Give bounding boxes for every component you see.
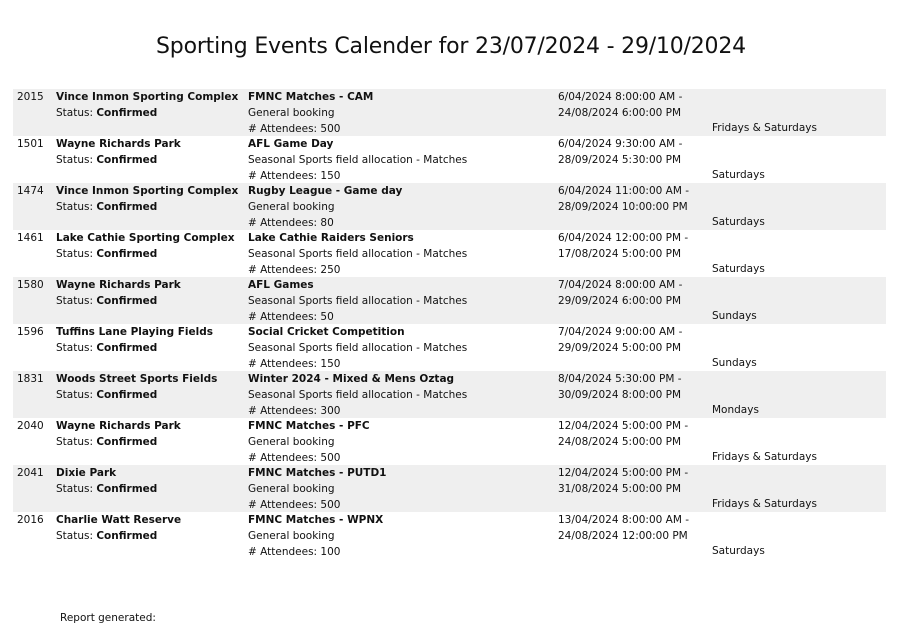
start-datetime: 6/04/2024 12:00:00 PM -	[558, 232, 689, 244]
attendees-label: # Attendees:	[248, 546, 318, 558]
attendees-label: # Attendees:	[248, 311, 318, 323]
booking-id: 1831	[17, 373, 44, 385]
event-row	[13, 277, 886, 324]
venue-name: Woods Street Sports Fields	[56, 373, 218, 385]
status-value: Confirmed	[96, 201, 158, 213]
attendees-line	[248, 262, 467, 278]
event-name: FMNC Matches - CAM	[248, 91, 374, 103]
booking-type: General booking	[248, 201, 335, 213]
booking-type: Seasonal Sports field allocation - Matches	[248, 248, 468, 260]
end-datetime: 29/09/2024 5:00:00 PM	[558, 342, 682, 354]
event-cell	[248, 418, 370, 466]
status-label: Status:	[56, 107, 93, 119]
status-value: Confirmed	[96, 436, 158, 448]
attendees-line	[248, 450, 370, 466]
event-row	[13, 89, 886, 136]
status-line	[56, 528, 181, 544]
venue-cell	[56, 277, 181, 309]
attendees-line	[248, 356, 467, 372]
venue-name: Wayne Richards Park	[56, 420, 181, 432]
dates-cell	[558, 230, 688, 262]
venue-cell	[56, 418, 181, 450]
attendees-label: # Attendees:	[248, 499, 318, 511]
end-datetime: 30/09/2024 8:00:00 PM	[558, 389, 682, 401]
dates-cell	[558, 136, 682, 168]
attendees-value: 500	[320, 499, 341, 511]
start-datetime: 7/04/2024 8:00:00 AM -	[558, 279, 683, 291]
booking-type: Seasonal Sports field allocation - Matches	[248, 154, 468, 166]
attendees-value: 500	[320, 452, 341, 464]
end-datetime: 24/08/2024 5:00:00 PM	[558, 436, 682, 448]
status-line	[56, 246, 235, 262]
booking-id: 1474	[17, 185, 44, 197]
event-cell	[248, 277, 467, 325]
attendees-label: # Attendees:	[248, 264, 318, 276]
status-label: Status:	[56, 201, 93, 213]
booking-id: 2016	[17, 514, 44, 526]
days-of-week: Mondays	[712, 404, 759, 416]
days-of-week: Fridays & Saturdays	[712, 451, 817, 463]
attendees-value: 100	[320, 546, 341, 558]
venue-cell	[56, 89, 238, 121]
attendees-label: # Attendees:	[248, 170, 318, 182]
booking-type: Seasonal Sports field allocation - Matches	[248, 295, 468, 307]
booking-type: General booking	[248, 107, 335, 119]
attendees-line	[248, 121, 373, 137]
attendees-line	[248, 544, 383, 560]
event-cell	[248, 324, 467, 372]
end-datetime: 24/08/2024 12:00:00 PM	[558, 530, 688, 542]
venue-cell	[56, 136, 181, 168]
end-datetime: 28/09/2024 10:00:00 PM	[558, 201, 688, 213]
dates-cell	[558, 324, 682, 356]
dates-cell	[558, 418, 688, 450]
days-of-week: Sundays	[712, 357, 757, 369]
venue-name: Vince Inmon Sporting Complex	[56, 185, 239, 197]
venue-cell	[56, 465, 157, 497]
event-row	[13, 324, 886, 371]
event-row	[13, 183, 886, 230]
start-datetime: 8/04/2024 5:30:00 PM -	[558, 373, 682, 385]
attendees-value: 250	[320, 264, 341, 276]
attendees-value: 150	[320, 358, 341, 370]
event-row	[13, 136, 886, 183]
attendees-label: # Attendees:	[248, 452, 318, 464]
event-name: FMNC Matches - WPNX	[248, 514, 384, 526]
dates-cell	[558, 183, 689, 215]
event-cell	[248, 183, 402, 231]
booking-id: 2041	[17, 467, 44, 479]
status-value: Confirmed	[96, 154, 158, 166]
start-datetime: 6/04/2024 8:00:00 AM -	[558, 91, 683, 103]
venue-name: Dixie Park	[56, 467, 117, 479]
status-line	[56, 340, 213, 356]
status-line	[56, 293, 181, 309]
end-datetime: 17/08/2024 5:00:00 PM	[558, 248, 682, 260]
status-value: Confirmed	[96, 342, 158, 354]
attendees-value: 50	[320, 311, 334, 323]
venue-cell	[56, 230, 235, 262]
booking-id: 2015	[17, 91, 44, 103]
days-of-week: Saturdays	[712, 216, 765, 228]
dates-cell	[558, 465, 688, 497]
days-of-week: Saturdays	[712, 263, 765, 275]
status-line	[56, 199, 238, 215]
status-line	[56, 434, 181, 450]
status-label: Status:	[56, 436, 93, 448]
venue-name: Wayne Richards Park	[56, 279, 181, 291]
event-name: FMNC Matches - PFC	[248, 420, 370, 432]
event-name: Social Cricket Competition	[248, 326, 405, 338]
booking-id: 1596	[17, 326, 44, 338]
booking-id: 1501	[17, 138, 44, 150]
attendees-value: 150	[320, 170, 341, 182]
start-datetime: 7/04/2024 9:00:00 AM -	[558, 326, 683, 338]
status-value: Confirmed	[96, 530, 158, 542]
event-name: AFL Games	[248, 279, 314, 291]
end-datetime: 24/08/2024 6:00:00 PM	[558, 107, 682, 119]
end-datetime: 29/09/2024 6:00:00 PM	[558, 295, 682, 307]
event-name: Rugby League - Game day	[248, 185, 403, 197]
event-row	[13, 465, 886, 512]
event-cell	[248, 371, 467, 419]
attendees-label: # Attendees:	[248, 123, 318, 135]
status-value: Confirmed	[96, 389, 158, 401]
events-list	[13, 89, 886, 559]
dates-cell	[558, 512, 689, 544]
attendees-line	[248, 168, 467, 184]
days-of-week: Saturdays	[712, 169, 765, 181]
event-row	[13, 418, 886, 465]
event-cell	[248, 136, 467, 184]
start-datetime: 12/04/2024 5:00:00 PM -	[558, 467, 689, 479]
booking-id: 2040	[17, 420, 44, 432]
booking-type: General booking	[248, 436, 335, 448]
event-row	[13, 371, 886, 418]
attendees-line	[248, 215, 402, 231]
status-line	[56, 387, 217, 403]
attendees-label: # Attendees:	[248, 358, 318, 370]
event-cell	[248, 89, 373, 137]
event-cell	[248, 230, 467, 278]
status-label: Status:	[56, 389, 93, 401]
end-datetime: 28/09/2024 5:30:00 PM	[558, 154, 682, 166]
days-of-week: Sundays	[712, 310, 757, 322]
event-name: Winter 2024 - Mixed & Mens Oztag	[248, 373, 455, 385]
start-datetime: 12/04/2024 5:00:00 PM -	[558, 420, 689, 432]
days-of-week: Fridays & Saturdays	[712, 498, 817, 510]
venue-cell	[56, 324, 213, 356]
status-label: Status:	[56, 483, 93, 495]
attendees-line	[248, 309, 467, 325]
venue-cell	[56, 512, 181, 544]
event-name: AFL Game Day	[248, 138, 334, 150]
days-of-week: Fridays & Saturdays	[712, 122, 817, 134]
page-title: Sporting Events Calender for 23/07/2024 - 29/10/2024	[156, 34, 746, 59]
venue-name: Charlie Watt Reserve	[56, 514, 182, 526]
venue-name: Wayne Richards Park	[56, 138, 181, 150]
attendees-label: # Attendees:	[248, 405, 318, 417]
attendees-value: 500	[320, 123, 341, 135]
booking-type: Seasonal Sports field allocation - Matches	[248, 342, 468, 354]
event-cell	[248, 465, 386, 513]
attendees-value: 300	[320, 405, 341, 417]
event-row	[13, 230, 886, 277]
venue-name: Vince Inmon Sporting Complex	[56, 91, 239, 103]
status-line	[56, 105, 238, 121]
days-of-week: Saturdays	[712, 545, 765, 557]
start-datetime: 13/04/2024 8:00:00 AM -	[558, 514, 690, 526]
event-name: Lake Cathie Raiders Seniors	[248, 232, 414, 244]
dates-cell	[558, 371, 682, 403]
attendees-value: 80	[320, 217, 334, 229]
event-row	[13, 512, 886, 559]
status-line	[56, 152, 181, 168]
booking-type: Seasonal Sports field allocation - Matches	[248, 389, 468, 401]
end-datetime: 31/08/2024 5:00:00 PM	[558, 483, 682, 495]
dates-cell	[558, 89, 682, 121]
start-datetime: 6/04/2024 11:00:00 AM -	[558, 185, 690, 197]
status-label: Status:	[56, 530, 93, 542]
status-value: Confirmed	[96, 295, 158, 307]
booking-type: General booking	[248, 530, 335, 542]
status-label: Status:	[56, 248, 93, 260]
booking-id: 1461	[17, 232, 44, 244]
attendees-line	[248, 403, 467, 419]
start-datetime: 6/04/2024 9:30:00 AM -	[558, 138, 683, 150]
status-value: Confirmed	[96, 483, 158, 495]
status-label: Status:	[56, 154, 93, 166]
venue-cell	[56, 371, 217, 403]
status-label: Status:	[56, 295, 93, 307]
status-value: Confirmed	[96, 248, 158, 260]
venue-name: Lake Cathie Sporting Complex	[56, 232, 235, 244]
venue-name: Tuffins Lane Playing Fields	[56, 326, 214, 338]
attendees-label: # Attendees:	[248, 217, 318, 229]
booking-type: General booking	[248, 483, 335, 495]
event-name: FMNC Matches - PUTD1	[248, 467, 387, 479]
booking-id: 1580	[17, 279, 44, 291]
status-label: Status:	[56, 342, 93, 354]
venue-cell	[56, 183, 238, 215]
event-cell	[248, 512, 383, 560]
dates-cell	[558, 277, 682, 309]
status-value: Confirmed	[96, 107, 158, 119]
attendees-line	[248, 497, 386, 513]
report-generated-label: Report generated:	[60, 612, 156, 624]
status-line	[56, 481, 157, 497]
